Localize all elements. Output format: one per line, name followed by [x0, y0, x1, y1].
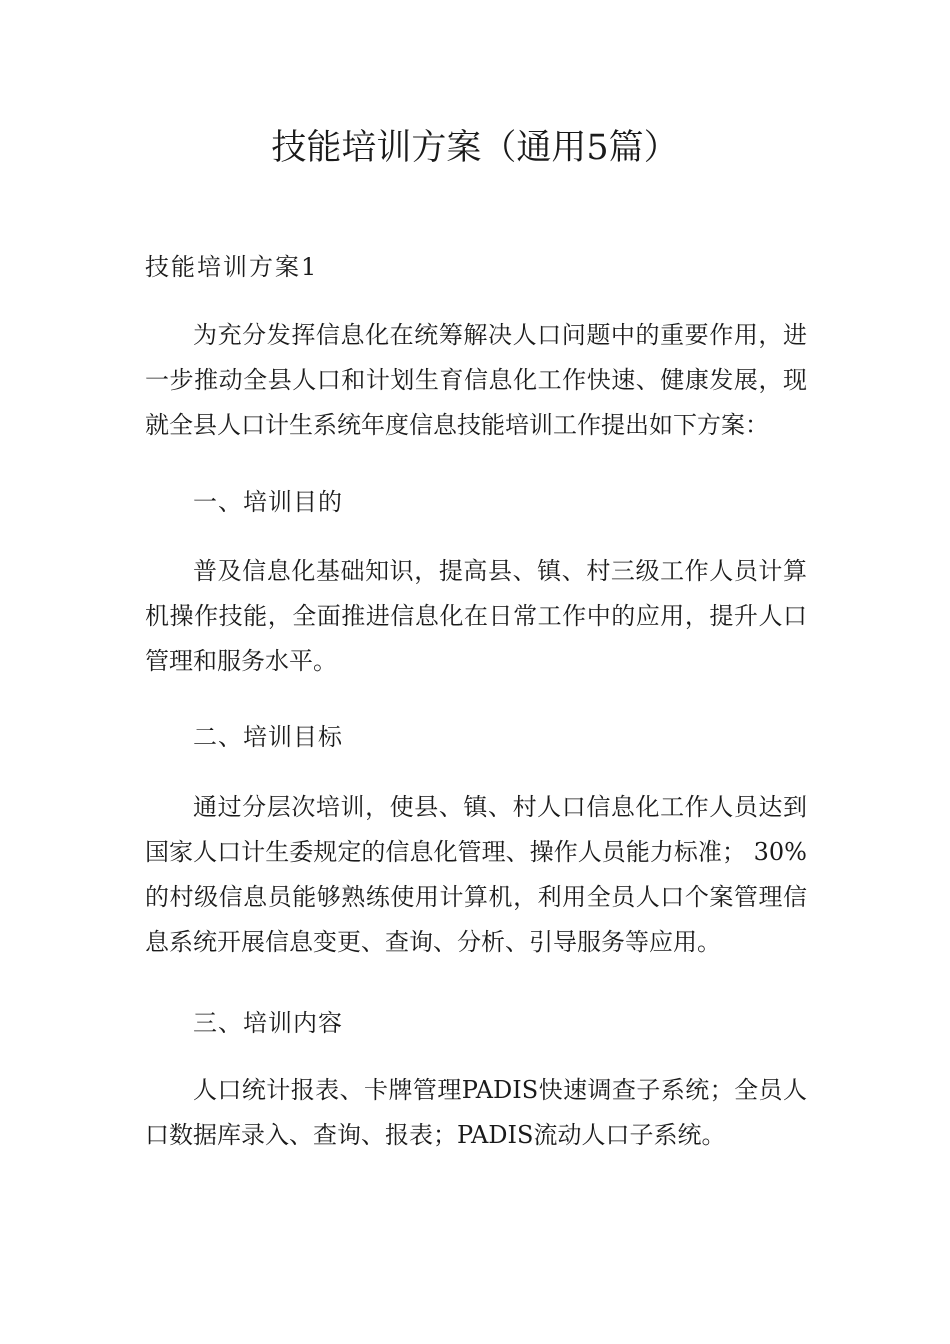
intro-paragraph: 为充分发挥信息化在统筹解决人口问题中的重要作用，进一步推动全县人口和计划生育信息化工作快速、健康发展，现就全县人口计生系统年度信息技能培训工作提出如下方案： — [145, 321, 807, 439]
purpose-paragraph: 普及信息化基础知识，提高县、镇、村三级工作人员计算机操作技能，全面推进信息化在日常工作中的应用，提升人口管理和服务水平。 — [145, 557, 807, 675]
heading-purpose: 一、培训目的 — [193, 488, 343, 516]
goal-paragraph: 通过分层次培训，使县、镇、村人口信息化工作人员达到国家人口计生委规定的信息化管理、操作人员能力标准； 30%的村级信息员能够熟练使用计算机，利用全员人口个案管理信息系统开展信息变更、查询、分析、引导服务等应用。 — [145, 793, 807, 956]
section-title: 技能培训方案1 — [145, 253, 319, 281]
heading-content: 三、培训内容 — [193, 1009, 343, 1037]
content-paragraph: 人口统计报表、卡牌管理PADIS快速调查子系统；全员人口数据库录入、查询、报表；PADIS流动人口子系统。 — [145, 1076, 807, 1149]
heading-goal: 二、培训目标 — [193, 723, 343, 751]
document-title: 技能培训方案（通用5篇） — [271, 128, 679, 168]
